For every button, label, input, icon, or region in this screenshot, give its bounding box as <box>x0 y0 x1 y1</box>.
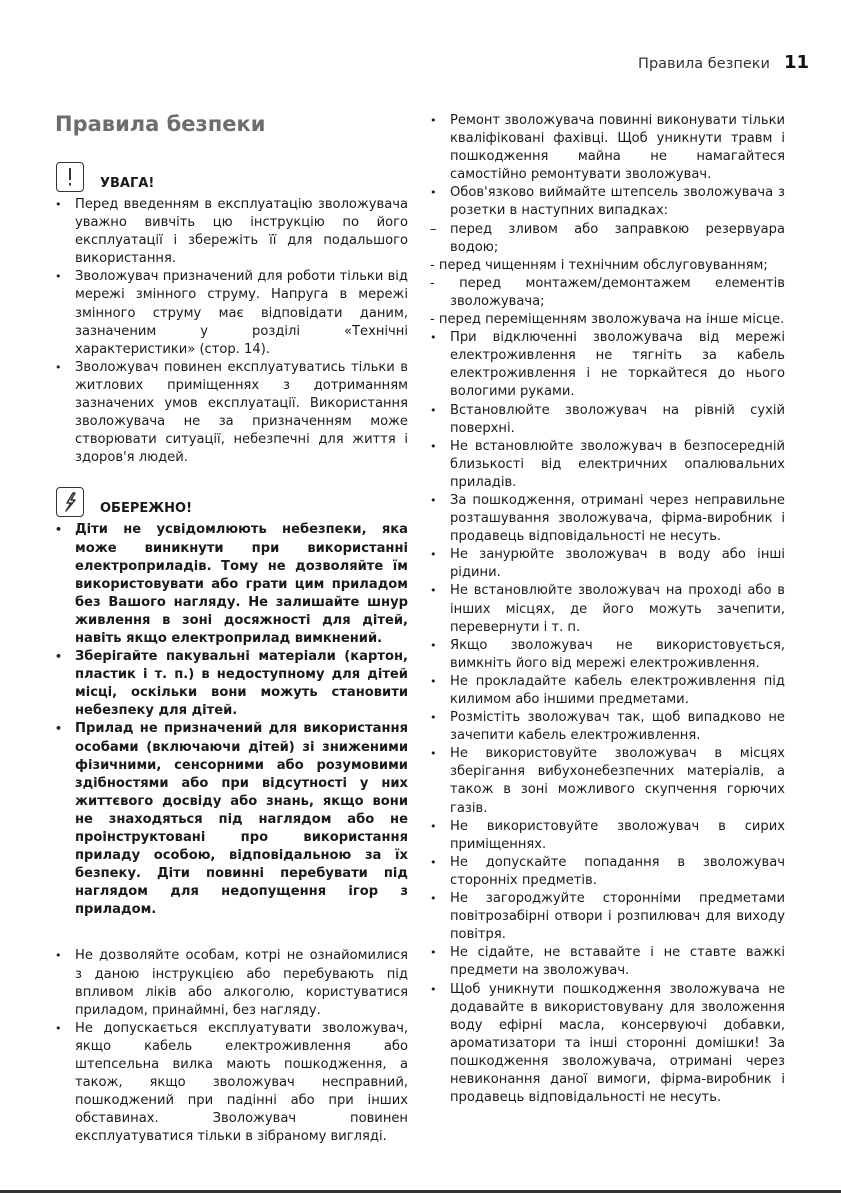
list-item: • Не сідайте, не вставайте і не ставте важкі предмети на зволожувач. <box>430 944 785 980</box>
list-item: • Не встановлюйте зволожувач на проході або в інших місцях, де його можуть зачепити, перевернути і т. п. <box>430 582 785 636</box>
sub-list-item: – перед зливом або заправкою резервуара водою; <box>430 221 785 257</box>
list-item: • Не допускається експлуатувати зволожувач, якщо кабель електроживлення або штепсельна вилка мають пошкодження, а також, якщо зволожувач несправний, пошкоджений при падінні або при інших обставинах. Зволожувач повинен експлуатуватися тільки в зібраному вигляді. <box>55 1020 408 1147</box>
lightning-icon <box>56 487 84 517</box>
exclamation-icon <box>56 162 84 192</box>
list-item: • Обов'язково виймайте штепсель зволожувача з розетки в наступних випадках: <box>430 184 785 220</box>
list-item: • Щоб уникнути пошкодження зволожувача не додавайте в використовувану для зволоження воду ефірні масла, консервуючі добавки, ароматизатори та інші сторонні домішки! За пошкодження зволожувача, отримані через невиконання даної вимоги, фірма-виробник і продавець відповідальності не несуть. <box>430 981 785 1108</box>
list-item: • Зберігайте пакувальні матеріали (картон, пластик і т. п.) в недоступному для дітей місці, оскільки вони можуть становити небезпеку для дітей. <box>55 648 408 720</box>
sub-list-item: - перед монтажем/демонтажем елементів зволожувача; <box>430 275 785 309</box>
list-item: • Не допускайте попадання в зволожувач сторонніх предметів. <box>430 854 785 890</box>
page-number: 11 <box>783 52 809 73</box>
list-item: • Встановлюйте зволожувач на рівній сухій поверхні. <box>430 402 785 438</box>
list-item: • За пошкодження, отримані через неправильне розташування зволожувача, фірма-виробник і продавець відповідальності не несуть. <box>430 492 785 546</box>
page-title: Правила безпеки <box>55 112 266 136</box>
list-item: • Розмістіть зволожувач так, щоб випадково не зачепити кабель електроживлення. <box>430 709 785 745</box>
additional-safety-list <box>55 947 408 1146</box>
left-column <box>55 160 408 1147</box>
list-item: • Не прокладайте кабель електроживлення під килимом або іншими предметами. <box>430 673 785 709</box>
list-item: • При відключенні зволожувача від мережі електроживлення не тягніть за кабель електроживлення і не торкайтеся до нього вологими руками. <box>430 329 785 401</box>
running-title: Правила безпеки <box>638 56 770 72</box>
list-item: • Зволожувач призначений для роботи тільки від мережі змінного струму. Напруга в мережі змінного струму має відповідати даним, зазначеним у розділі «Технічні характеристики» (стор. 14). <box>55 268 408 358</box>
caution-heading <box>55 485 408 517</box>
right-column <box>430 112 785 1107</box>
list-item: • Діти не усвідомлюють небезпеки, яка може виникнути при використанні електроприладів. Тому не дозволяйте їм використовувати або грати цим приладом без Вашого нагляду. Не залишайте шнур живлення в зоні досяжності для дітей, навіть якщо електроприлад вимкнений. <box>55 521 408 648</box>
sub-list-item: - перед переміщенням зволожувача на інше місце. <box>430 312 785 328</box>
list-item: • Не використовуйте зволожувач в місцях зберігання вибухонебезпечних матеріалів, а також в зоні можливого скупчення горючих газів. <box>430 745 785 817</box>
list-item: • Ремонт зволожувача повинні виконувати тільки кваліфіковані фахівці. Щоб уникнути травм і пошкодження майна не намагайтеся самостійно ремонтувати зволожувач. <box>430 112 785 184</box>
caution-list <box>55 521 408 919</box>
list-item: • Не дозволяйте особам, котрі не ознайомилися з даною інструкцією або перебувають під впливом ліків або алкоголю, користуватися приладом, принаймні, без нагляду. <box>55 947 408 1019</box>
list-item: • Прилад не призначений для використання особами (включаючи дітей) зі зниженими фізичними, сенсорними або розумовими здібностями або при відсутності у них життєвого досвіду або знань, якщо вони не знаходяться під наглядом або не проінструктовані про використання приладу особою, відповідальною за їх безпеку. Діти повинні перебувати під наглядом для недопущення ігор з приладом. <box>55 720 408 919</box>
list-item: • Зволожувач повинен експлуатуватись тільки в житлових приміщеннях з дотриманням зазначених умов експлуатації. Використання зволожувача не за призначенням може створювати ситуації, небезпечні для життя і здоров'я людей. <box>55 359 408 468</box>
list-item: • Перед введенням в експлуатацію зволожувача уважно вивчіть цю інструкцію по його експлуатації і збережіть її для подальшого використання. <box>55 196 408 268</box>
list-item: • Не використовуйте зволожувач в сирих приміщеннях. <box>430 818 785 854</box>
safety-list-right <box>430 112 785 1107</box>
warning-label: УВАГА! <box>100 176 155 191</box>
sub-list-item: - перед чищенням і технічним обслуговуванням; <box>430 257 768 273</box>
warning-list <box>55 196 408 467</box>
list-item: • Не занурюйте зволожувач в воду або інші рідини. <box>430 546 785 582</box>
list-item: • Не встановлюйте зволожувач в безпосередній близькості від електричних опалювальних приладів. <box>430 438 785 492</box>
list-item: • Якщо зволожувач не використовується, вимкніть його від мережі електроживлення. <box>430 637 785 673</box>
warning-heading <box>55 160 408 192</box>
caution-label: ОБЕРЕЖНО! <box>100 501 193 517</box>
list-item: • Не загороджуйте сторонніми предметами повітрозабірні отвори і розпилювач для виходу повітря. <box>430 890 785 944</box>
page-header <box>638 52 809 73</box>
